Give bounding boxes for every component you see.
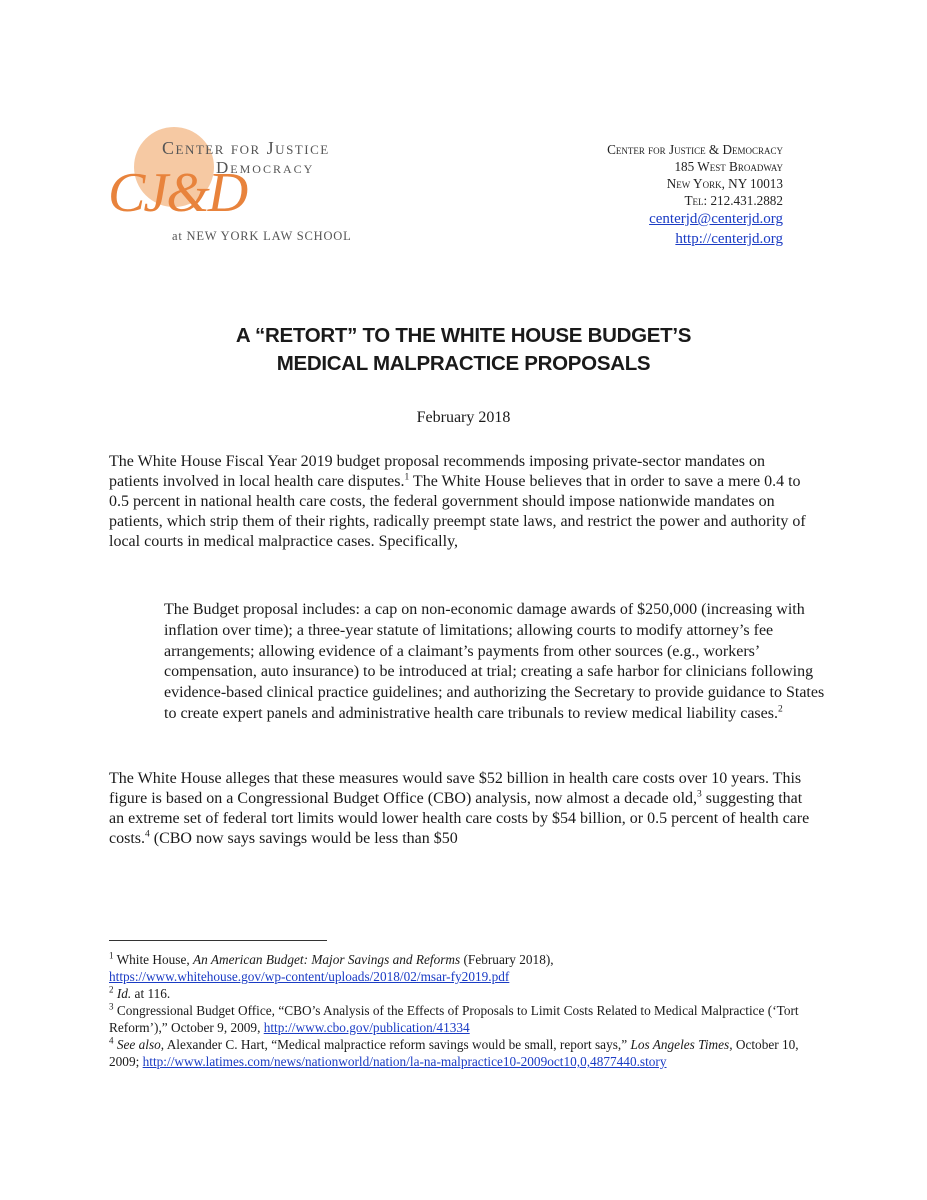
footnote-4-em1: See also: [116, 1037, 161, 1052]
document-title: [0, 322, 927, 378]
website-link[interactable]: http://centerjd.org: [675, 231, 783, 247]
logo-subtitle: at NEW YORK LAW SCHOOL: [172, 229, 352, 243]
address-city: New York, NY 10013: [666, 176, 783, 191]
footnote-ref-2: 2: [777, 704, 783, 715]
footnote-2: [109, 985, 814, 1002]
footnote-3-link[interactable]: http://www.cbo.gov/publication/41334: [263, 1020, 470, 1035]
footnote-ref-1: 1: [404, 472, 410, 483]
para2-text-a: The White House alleges that these measures would save $52 billion in health care costs over 10 years. This figure is based on a Congressional Budget Office (CBO) analysis, now almost a decade old,: [109, 770, 802, 807]
document-date: February 2018: [416, 409, 511, 426]
footnotes: [109, 951, 814, 1070]
footnote-4-link[interactable]: http://www.latimes.com/news/nationworld/nation/la-na-malpractice10-2009oct10,0,4877440.story: [142, 1054, 667, 1069]
footnote-1: [109, 951, 814, 985]
footnote-4-post: October 10, 2009;: [109, 1037, 799, 1069]
footnote-4: [109, 1036, 814, 1070]
footnote-2-post: at 116.: [131, 986, 171, 1001]
address-street: 185 West Broadway: [674, 159, 783, 174]
footnote-divider: [109, 940, 327, 941]
para2-text-c: (CBO now says savings would be less than $50: [149, 830, 458, 847]
footnote-1-number: 1: [109, 950, 114, 961]
footnote-4-em2: Los Angeles Times,: [630, 1037, 733, 1052]
footnote-ref-3: 3: [697, 789, 702, 800]
footnote-4-number: 4: [109, 1035, 114, 1046]
block-quote: [164, 600, 834, 725]
title-line1: A “RETORT” TO THE WHITE HOUSE BUDGET’S: [235, 324, 692, 347]
logo-line1: Center for Justice: [162, 138, 330, 158]
title-line2: MEDICAL MALPRACTICE PROPOSALS: [276, 352, 651, 375]
footnote-1-em: An American Budget: Major Savings and Reforms: [193, 952, 461, 967]
footnote-1-link[interactable]: https://www.whitehouse.gov/wp-content/uploads/2018/02/msar-fy2019.pdf: [109, 969, 510, 984]
para1-text-a: The White House Fiscal Year 2019 budget proposal recommends imposing private-sector mandates on patients involved in local health care disputes.: [109, 453, 766, 490]
cjd-logo: [108, 125, 388, 250]
footnote-ref-4: 4: [145, 829, 150, 840]
address-tel: Tel: 212.431.2882: [684, 193, 783, 208]
footnote-2-em: Id.: [116, 986, 132, 1001]
footnote-4-mid: , Alexander C. Hart, “Medical malpractice reform savings would be small, report says,”: [160, 1037, 631, 1052]
intro-paragraph: [109, 452, 814, 552]
second-paragraph: [109, 769, 814, 849]
footnote-3-number: 3: [109, 1001, 114, 1012]
footnote-3-text: Congressional Budget Office, “CBO’s Analysis of the Effects of Proposals to Limit Costs Related to Medical Malpractice (‘Tort Reform’),” October 9, 2009,: [109, 1003, 799, 1035]
address-block: [607, 141, 783, 249]
logo-line2: Democracy: [216, 158, 315, 177]
para1-text-b: The White House believes that in order to save a mere 0.4 to 0.5 percent in national health care costs, the federal government should impose nationwide mandates on patients, which strip them of their rights, radically preempt state laws, and restrict the power and authority of local courts in medical malpractice cases. Specifically,: [109, 473, 806, 550]
footnote-1-pre: White House,: [113, 952, 194, 967]
quote-text: The Budget proposal includes: a cap on non-economic damage awards of $250,000 (increasing with inflation over time); a three-year statute of limitations; allowing courts to modify attorney’s fee arrangements; allowing evidence of a claimant’s payments from other sources (e.g., workers’ compensation, auto insurance) to be introduced at trial; creating a safe harbor for clinicians following evidence-based clinical practice guidelines; and authorizing the Secretary to provide guidance to States to create expert panels and administrative health care tribunals to review medical liability cases.: [164, 601, 825, 722]
logo-monogram: CJ&D: [108, 162, 247, 224]
para2-text-b: suggesting that an extreme set of federal tort limits would lower health care costs by $54 billion, or 0.5 percent of health care costs.: [109, 790, 810, 847]
email-link[interactable]: centerjd@centerjd.org: [649, 211, 783, 227]
footnote-3: [109, 1002, 814, 1036]
footnote-1-post: (February 2018),: [460, 952, 554, 967]
footnote-2-number: 2: [109, 984, 114, 995]
address-org: Center for Justice & Democracy: [607, 142, 783, 157]
